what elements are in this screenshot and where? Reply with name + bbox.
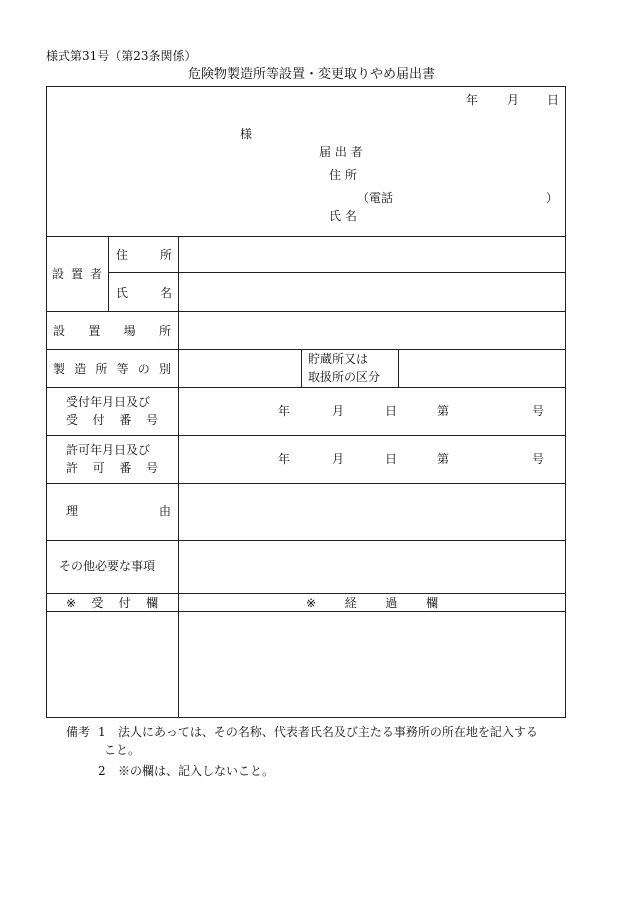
permit-label-line2: 許 可 番 号 xyxy=(66,461,158,475)
permit-no: 第 xyxy=(437,452,450,466)
divider xyxy=(178,236,179,718)
name-label: 氏 名 xyxy=(329,209,357,223)
applicant-label: 届 出 者 xyxy=(319,145,363,159)
reception-column-header: ※ 受 付 欄 xyxy=(66,596,158,610)
installer-address-label: 住 所 xyxy=(116,248,172,262)
divider xyxy=(46,483,566,484)
receipt-label-line1: 受付年月日及び xyxy=(66,395,151,409)
note-2-text: ※の欄は、記入しないこと。 xyxy=(118,764,275,778)
storage-division-label-1: 貯蔵所又は xyxy=(308,352,369,366)
divider xyxy=(46,611,566,612)
progress-column-header: ※ 経 過 欄 xyxy=(306,596,438,610)
storage-division-label-2: 取扱所の区分 xyxy=(308,370,381,384)
divider xyxy=(46,593,566,594)
installer-name-label: 氏 名 xyxy=(116,286,172,300)
divider xyxy=(301,349,302,387)
reason-label: 理 由 xyxy=(66,504,171,518)
form-number: 様式第31号（第23条関係） xyxy=(46,49,197,63)
notes-heading: 備考 xyxy=(66,725,91,739)
receipt-label-line2: 受 付 番 号 xyxy=(66,413,158,427)
receipt-no: 第 xyxy=(437,404,450,418)
permit-day: 日 xyxy=(385,452,398,466)
permit-number: 号 xyxy=(532,452,545,466)
installer-label: 設 置 者 xyxy=(52,267,102,281)
divider xyxy=(46,435,566,436)
phone-close: ） xyxy=(546,191,559,205)
date-month: 月 xyxy=(507,93,520,107)
permit-month: 月 xyxy=(332,452,345,466)
divider xyxy=(108,272,566,273)
divider xyxy=(46,387,566,388)
permit-label-line1: 許可年月日及び xyxy=(66,443,151,457)
location-label: 設 置 場 所 xyxy=(53,324,171,338)
receipt-number: 号 xyxy=(532,404,545,418)
receipt-year: 年 xyxy=(278,404,291,418)
note-1-text-cont: こと。 xyxy=(104,743,141,757)
other-label: その他必要な事項 xyxy=(59,559,156,573)
receipt-month: 月 xyxy=(332,404,345,418)
divider xyxy=(46,236,566,237)
permit-year: 年 xyxy=(278,452,291,466)
phone-open: （電話 xyxy=(357,191,394,205)
addressee-suffix: 様 xyxy=(240,127,253,141)
note-1-number: 1 xyxy=(98,725,106,739)
note-1-text: 法人にあっては、その名称、代表者氏名及び主たる事務所の所在地を記入する xyxy=(118,725,538,739)
divider xyxy=(108,236,109,311)
address-label: 住 所 xyxy=(329,168,357,182)
date-year: 年 xyxy=(466,93,479,107)
divider xyxy=(398,349,399,387)
receipt-day: 日 xyxy=(385,404,398,418)
note-2-number: 2 xyxy=(98,764,106,778)
divider xyxy=(46,540,566,541)
divider xyxy=(46,349,566,350)
form-title: 危険物製造所等設置・変更取りやめ届出書 xyxy=(188,67,436,82)
divider xyxy=(46,311,566,312)
facility-type-label: 製 造 所 等 の 別 xyxy=(53,362,171,376)
date-day: 日 xyxy=(547,93,560,107)
